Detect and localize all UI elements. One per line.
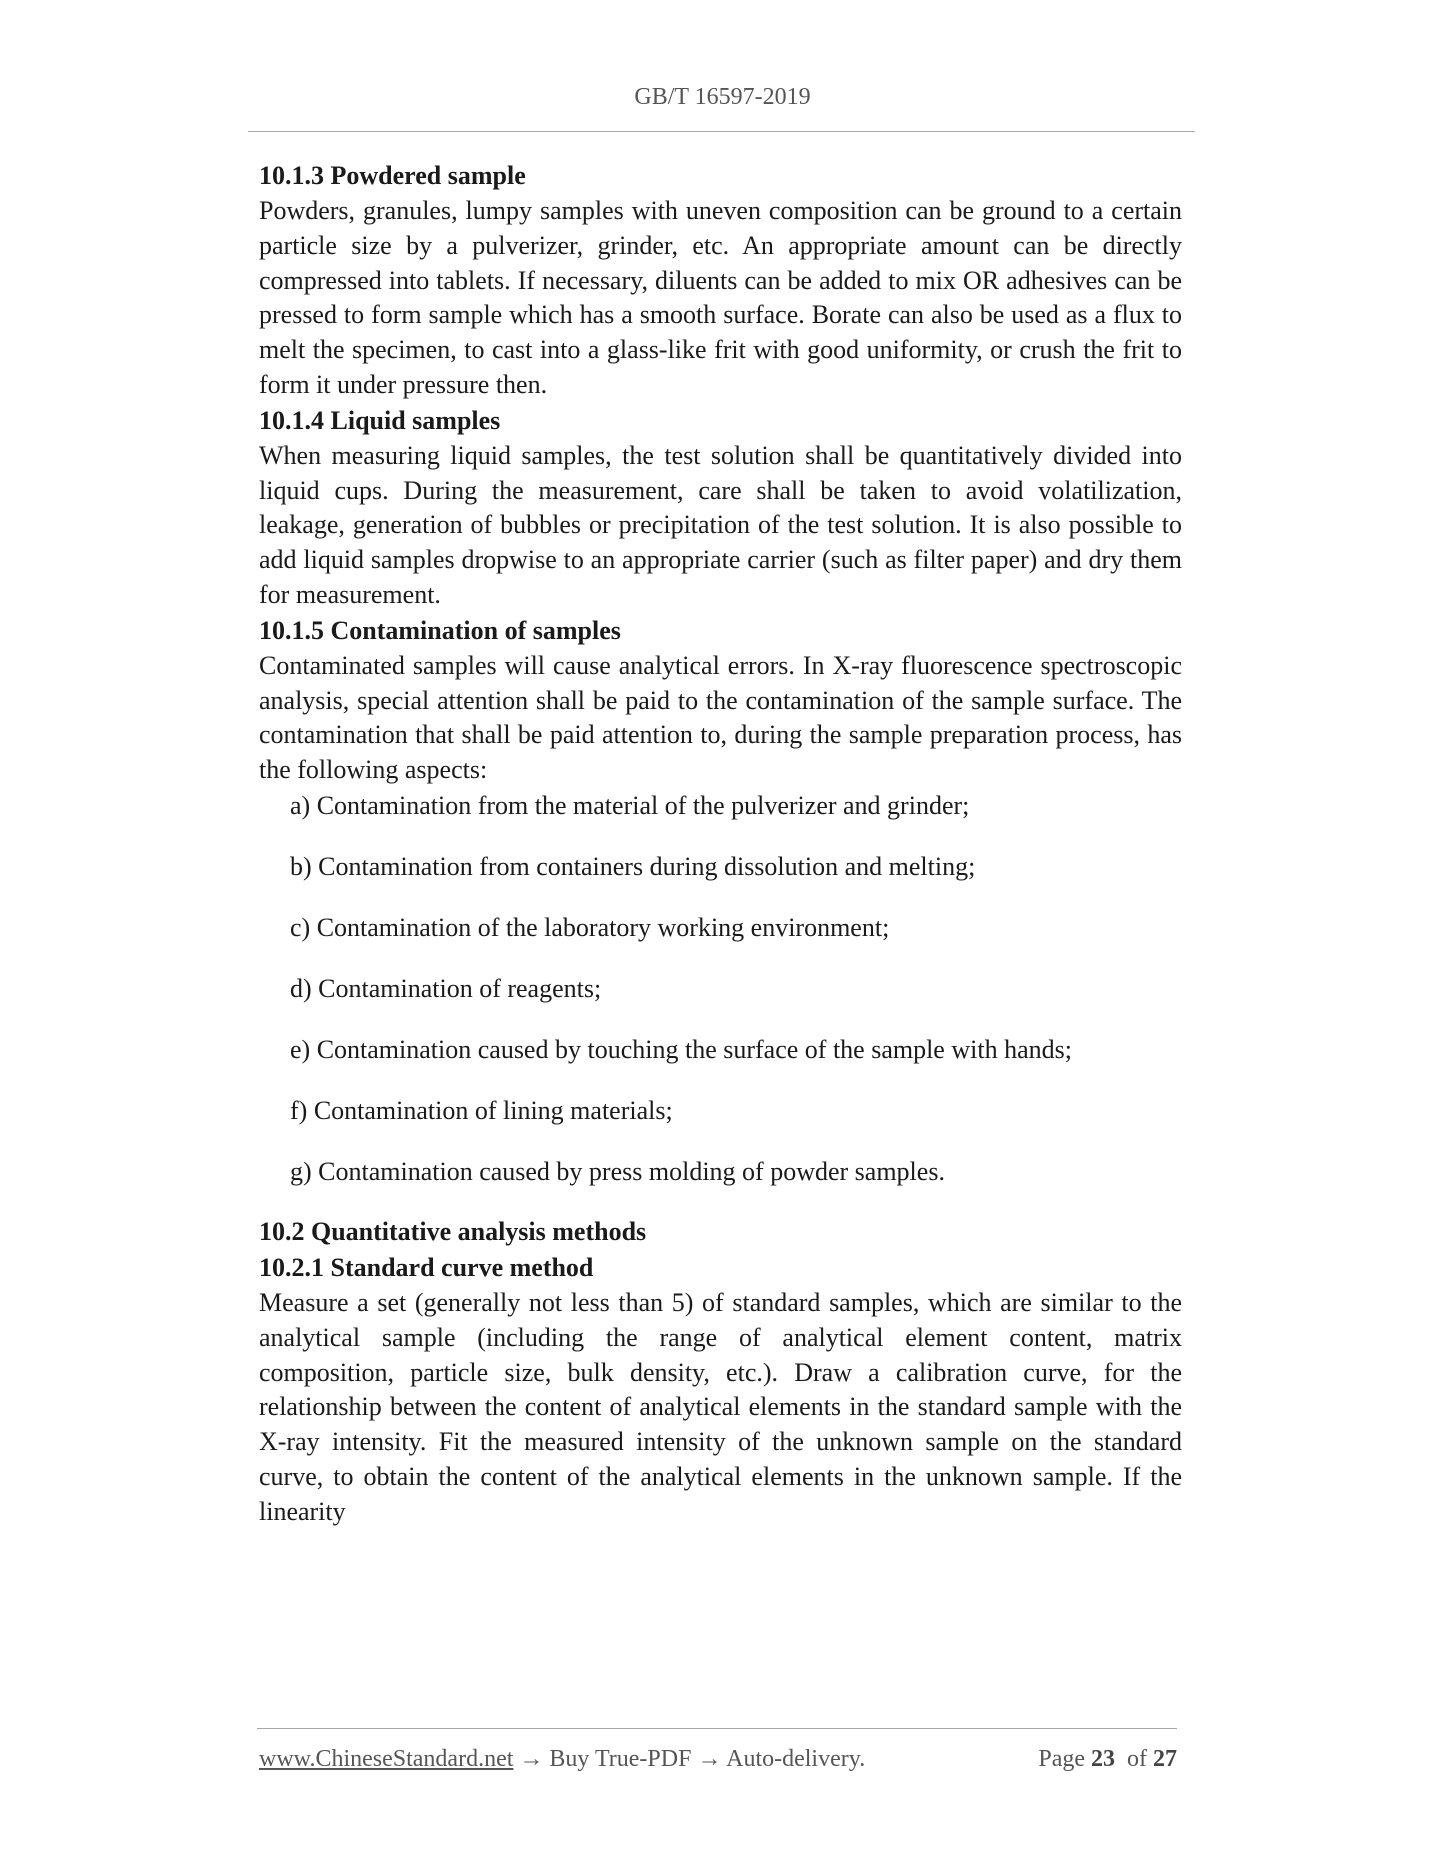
list-item: f) Contamination of lining materials; bbox=[290, 1095, 673, 1125]
section-paragraph-10-1-5: Contaminated samples will cause analytical errors. In X-ray fluorescence spectroscopic analysis, special attention shall be paid to the contamination of the sample surface. The contamination that shall be paid attention to, during the sample preparation process, has the following aspects: bbox=[259, 650, 1182, 785]
footer-promo-text: → Buy True-PDF → Auto-delivery. bbox=[513, 1746, 866, 1772]
list-item: d) Contamination of reagents; bbox=[290, 973, 602, 1003]
list-item: g) Contamination caused by press molding of powder samples. bbox=[290, 1156, 945, 1186]
section-heading-10-1-5: 10.1.5 Contamination of samples bbox=[259, 615, 621, 645]
total-pages: 27 bbox=[1153, 1746, 1177, 1772]
footer-promo bbox=[259, 1746, 865, 1773]
page-header: GB/T 16597-2019 bbox=[634, 84, 811, 110]
page-label: Page bbox=[1038, 1746, 1085, 1772]
section-paragraph-10-2-1: Measure a set (generally not less than 5) of standard samples, which are similar to the analytical sample (including the range of analytical element content, matrix composition, particle size, bulk density, etc.). Draw a calibration curve, for the relationship between the content of analytical elements in the standard sample with the X-ray intensity. Fit the measured intensity of the unknown sample on the standard curve, to obtain the content of the analytical elements in the unknown sample. If the linearity bbox=[259, 1287, 1182, 1526]
list-item: c) Contamination of the laboratory working environment; bbox=[290, 912, 890, 942]
footer-divider bbox=[257, 1728, 1177, 1729]
list-item: e) Contamination caused by touching the surface of the sample with hands; bbox=[290, 1034, 1072, 1064]
current-page: 23 bbox=[1091, 1746, 1115, 1772]
list-item: b) Contamination from containers during dissolution and melting; bbox=[290, 851, 976, 881]
section-paragraph-10-1-3: Powders, granules, lumpy samples with uneven composition can be ground to a certain particle size by a pulverizer, grinder, etc. An appropriate amount can be directly compressed into tablets. If necessary, diluents can be added to mix OR adhesives can be pressed to form sample which has a smooth surface. Borate can also be used as a flux to melt the specimen, to cast into a glass-like frit with good uniformity, or crush the frit to form it under pressure then. bbox=[259, 196, 1182, 399]
section-heading-10-1-4: 10.1.4 Liquid samples bbox=[259, 405, 501, 435]
section-heading-10-2-1: 10.2.1 Standard curve method bbox=[259, 1252, 594, 1282]
section-paragraph-10-1-4: When measuring liquid samples, the test solution shall be quantitatively divided into liquid cups. During the measurement, care shall be taken to avoid volatilization, leakage, generation of bubbles or precipitation of the test solution. It is also possible to add liquid samples dropwise to an appropriate carrier (such as filter paper) and dry them for measurement. bbox=[259, 440, 1182, 609]
section-heading-10-2: 10.2 Quantitative analysis methods bbox=[259, 1216, 647, 1246]
page-number bbox=[1038, 1746, 1177, 1773]
contamination-list bbox=[259, 788, 1182, 1190]
list-item: a) Contamination from the material of the pulverizer and grinder; bbox=[290, 790, 970, 820]
section-heading-10-1-3: 10.1.3 Powdered sample bbox=[259, 161, 526, 190]
website-link[interactable]: www.ChineseStandard.net bbox=[259, 1746, 514, 1772]
page-of-label: of bbox=[1127, 1746, 1147, 1772]
header-divider bbox=[248, 131, 1195, 132]
document-body bbox=[259, 158, 1182, 1530]
